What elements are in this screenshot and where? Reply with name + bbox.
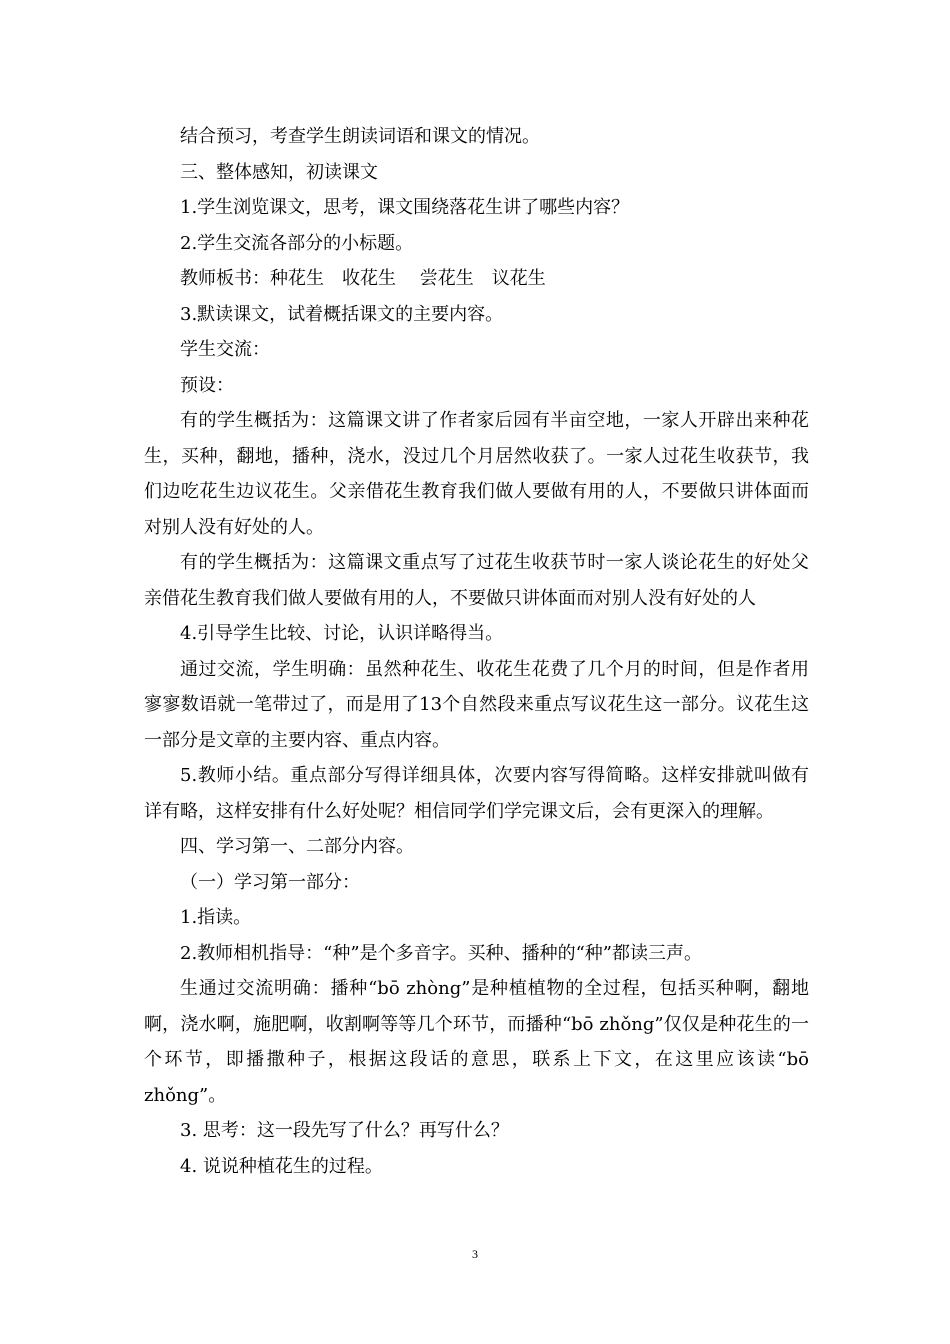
subsection-heading: （一）学习第一部分：: [180, 871, 360, 893]
paragraph: 1.指读。: [180, 907, 252, 928]
paragraph: 生通过交流明确：播种“bō zhòng”是种植植物的全过程，包括买种啊，翻地啊，浇水啊，施肥啊，收割啊等等几个环节，而播种“bō zhǒng”仅仅是种花生的一个环节，即播撒种子，根据这段话的意思，联系上下文，在这里应该读“bō zhǒng”。: [144, 978, 809, 1106]
paragraph: 2.学生交流各部分的小标题。: [180, 232, 414, 254]
paragraph: 3.默读课文，试着概括课文的主要内容。: [180, 303, 504, 325]
paragraph: 预设：: [180, 374, 234, 396]
paragraph: 教师板书：种花生 收花生 尝花生 议花生: [180, 268, 546, 289]
paragraph: 学生交流：: [180, 339, 270, 360]
page-body: [144, 119, 809, 1184]
paragraph: 5.教师小结。重点部分写得详细具体，次要内容写得简略。这样安排就叫做有详有略，这样安排有什么好处呢？相信同学们学完课文后，会有更深入的理解。: [144, 765, 809, 822]
section-heading: 四、学习第一、二部分内容。: [180, 836, 414, 857]
paragraph: 通过交流，学生明确：虽然种花生、收花生花费了几个月的时间，但是作者用寥寥数语就一笔带过了，而是用了13个自然段来重点写议花生这一部分。议花生这一部分是文章的主要内容、重点内容。: [144, 658, 809, 751]
paragraph: 2.教师相机指导：“种”是个多音字。买种、播种的“种”都读三声。: [180, 942, 702, 964]
paragraph: 3. 思考：这一段先写了什么？再写什么？: [180, 1120, 509, 1141]
paragraph: 有的学生概括为：这篇课文重点写了过花生收获节时一家人谈论花生的好处父亲借花生教育我们做人要做有用的人，不要做只讲体面而对别人没有好处的人: [144, 552, 809, 609]
paragraph: 4. 说说种植花生的过程。: [180, 1155, 383, 1177]
page-number: 3: [472, 1247, 478, 1261]
section-heading: 三、整体感知，初读课文: [180, 161, 378, 183]
paragraph: 1.学生浏览课文，思考，课文围绕落花生讲了哪些内容？: [180, 197, 630, 218]
paragraph: 结合预习，考查学生朗读词语和课文的情况。: [180, 126, 540, 147]
paragraph: 4.引导学生比较、讨论，认识详略得当。: [180, 623, 504, 644]
paragraph: 有的学生概括为：这篇课文讲了作者家后园有半亩空地，一家人开辟出来种花生，买种，翻地，播种，浇水，没过几个月居然收获了。一家人过花生收获节，我们边吃花生边议花生。父亲借花生教育我们做人要做有用的人，不要做只讲体面而对别人没有好处的人。: [144, 410, 809, 538]
